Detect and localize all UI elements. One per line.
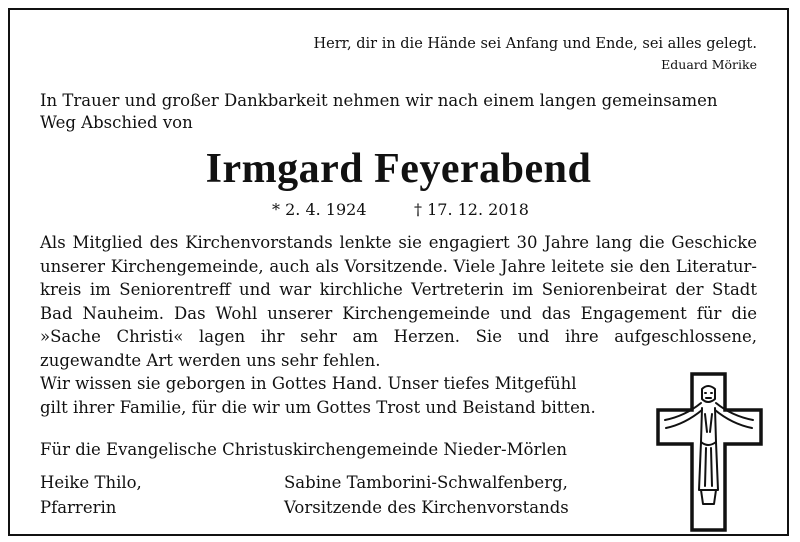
signatory-chair (284, 470, 569, 520)
signatory-pastor (40, 470, 142, 520)
deceased-name: Irmgard Feyerabend (205, 146, 592, 192)
epigraph-author: Eduard Mörike (661, 57, 757, 72)
signatory-name: Heike Thilo, (40, 473, 142, 492)
community-line: Für die Evangelische Christuskirchengemeinde Nieder-Mörlen (40, 440, 568, 459)
crucifix-icon (655, 372, 765, 532)
intro-text: In Trauer und großer Dankbarkeit nehmen wir nach einem langen gemeinsamen Weg Abschied von (40, 91, 718, 132)
epigraph (314, 36, 757, 72)
tribute-text: Als Mitglied des Kirchenvorstands lenkte sie engagiert 30 Jahre lang die Geschicke unserer Kirchengemeinde, auch als Vorsitzende. Viele Jahre leitete sie den Literaturkreis im Seniorentreff und war kirchliche Vertreterin im Seniorenbeirat der Stadt Bad Nauheim. Das Wohl unserer Kirchengemeinde und das Engagement für die »Sache Christi« lagen ihr sehr am Herzen. Sie und ihre aufgeschlossene, zugewandte Art werden uns sehr fehlen. (40, 233, 757, 370)
obituary-frame (8, 8, 789, 536)
death-date: † 17. 12. 2018 (414, 200, 529, 219)
signatory-role: Pfarrerin (40, 498, 117, 517)
epigraph-text: Herr, dir in die Hände sei Anfang und Ende, sei alles gelegt. (313, 36, 757, 52)
signatory-role: Vorsitzende des Kirchenvorstands (284, 498, 569, 517)
signatory-name: Sabine Tamborini-Schwalfenberg, (284, 473, 568, 492)
birth-date: * 2. 4. 1924 (272, 200, 367, 219)
condolence-text: Wir wissen sie geborgen in Gottes Hand. Unser tiefes Mitgefühl gilt ihrer Familie, für die wir um Gottes Trost und Beistand bitten. (40, 374, 596, 417)
